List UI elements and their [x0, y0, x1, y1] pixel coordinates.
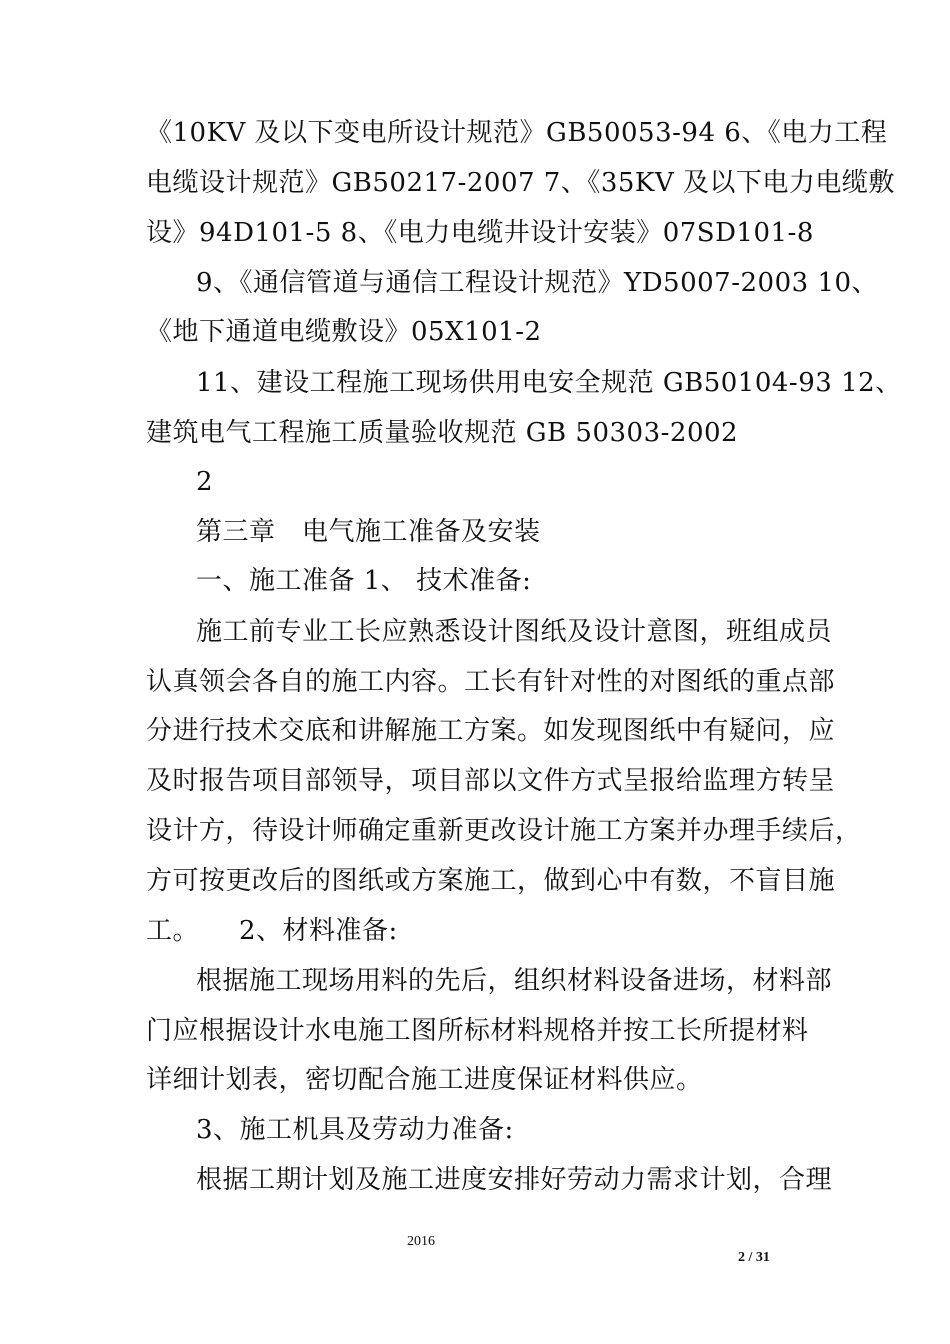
body-text-line: 认真领会各自的施工内容。工长有针对性的对图纸的重点部: [146, 667, 836, 697]
body-text-line: 9、《通信管道与通信工程设计规范》YD5007-2003 10、: [196, 268, 879, 298]
page-marker-number: 2: [196, 467, 214, 497]
body-text-line: 及时报告项目部领导，项目部以文件方式呈报给监理方转呈: [146, 766, 836, 796]
footer-page-number: 2 / 31: [738, 1250, 770, 1265]
body-text-line: 方可按更改后的图纸或方案施工，做到心中有数，不盲目施: [146, 866, 836, 896]
chapter-heading: 第三章 电气施工准备及安装: [196, 517, 541, 547]
body-text-line: 建筑电气工程施工质量验收规范 GB 50303-2002: [146, 418, 739, 448]
body-text-line: 设》94D101-5 8、《电力电缆井设计安装》07SD101-8: [146, 218, 814, 248]
body-text-line: 分进行技术交底和讲解施工方案。如发现图纸中有疑问，应: [146, 716, 836, 746]
body-text-line: 设计方，待设计师确定重新更改设计施工方案并办理手续后，: [146, 816, 862, 846]
subsection-heading: 3、施工机具及劳动力准备:: [196, 1115, 514, 1145]
body-text-line: 《10KV 及以下变电所设计规范》GB50053-94 6、《电力工程: [146, 118, 888, 148]
body-text-line: 根据工期计划及施工进度安排好劳动力需求计划，合理: [196, 1165, 833, 1195]
body-text-line: 电缆设计规范》GB50217-2007 7、《35KV 及以下电力电缆敷: [146, 168, 895, 198]
body-text-line: 《地下通道电缆敷设》05X101-2: [146, 317, 542, 347]
body-text-line: 门应根据设计水电施工图所标材料规格并按工长所提材料: [146, 1016, 809, 1046]
body-text-line: 11、建设工程施工现场供用电安全规范 GB50104-93 12、: [196, 368, 902, 398]
body-text-line: 施工前专业工长应熟悉设计图纸及设计意图，班组成员: [196, 617, 833, 647]
section-heading: 一、施工准备 1、 技术准备:: [196, 566, 532, 596]
body-text-line: 根据施工现场用料的先后，组织材料设备进场，材料部: [196, 966, 833, 996]
footer-year: 2016: [407, 1234, 435, 1249]
body-text-line: 详细计划表，密切配合施工进度保证材料供应。: [146, 1065, 703, 1095]
body-text-line: 工。 2、材料准备:: [146, 916, 398, 946]
